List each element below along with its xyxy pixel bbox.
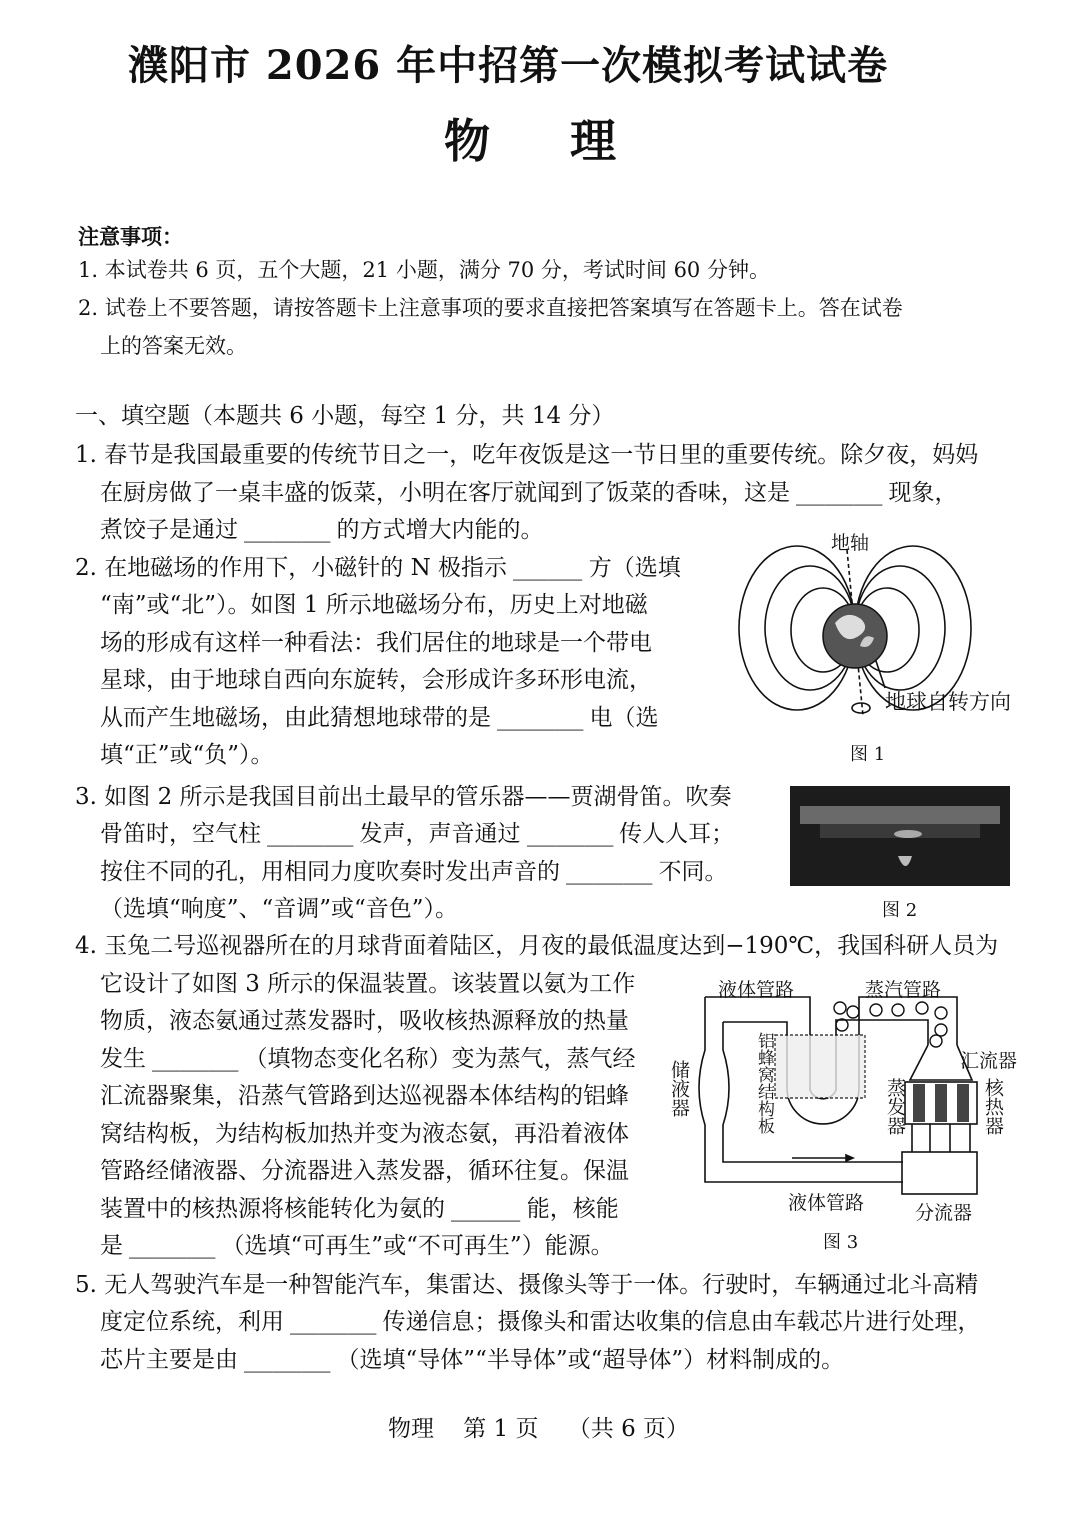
line-text: 不同。 <box>658 859 728 885</box>
q4-line <box>100 1044 636 1074</box>
q2-line <box>100 665 652 695</box>
fig3-caption: 图 3 <box>823 1232 859 1253</box>
line-text: 1. 本试卷共 6 页，五个大题，21 小题，满分 70 分，考试时间 60 分钟。 <box>78 258 770 282</box>
lines-line <box>100 331 247 361</box>
line-text: 在厨房做了一桌丰盛的饭菜，小明在客厅就闻到了饭菜的香味，这是 <box>100 480 790 506</box>
fig1-rotation-label: 地球自转方向 <box>885 690 1011 714</box>
page-footer <box>388 1410 689 1443</box>
answer-blank[interactable]: ___ <box>497 705 584 731</box>
line-text: 窝结构板，为结构板加热并变为液态氨，再沿着液体 <box>100 1121 629 1147</box>
line-text: （选填“响度”、“音调”或“音色”）。 <box>100 896 459 922</box>
line-text: 汇流器聚集，沿蒸气管路到达巡视器本体结构的铝蜂 <box>100 1083 629 1109</box>
footer-subject: 物理 <box>388 1416 434 1442</box>
q5-line <box>100 1345 844 1375</box>
q2-line <box>100 740 274 770</box>
line-text: 1. 春节是我国最重要的传统节日之一，吃年夜饭是这一节日里的重要传统。除夕夜，妈妈 <box>75 442 979 468</box>
line-text: 2. 试卷上不要答题，请按答题卡上注意事项的要求直接把答案填写在答题卡上。答在试卷 <box>78 296 903 320</box>
answer-blank[interactable]: ___ <box>526 821 613 847</box>
line-text: 度定位系统，利用 <box>100 1309 284 1335</box>
answer-blank[interactable]: __ <box>513 555 583 581</box>
q4-line <box>100 1231 614 1261</box>
line-text: 3. 如图 2 所示是我国目前出土最早的管乐器——贾湖骨笛。吹奏 <box>75 784 732 810</box>
fig1-axis-label: 地轴 <box>831 532 870 554</box>
q3-line <box>75 782 732 812</box>
line-text: 传递信息；摄像头和雷达收集的信息由车载芯片进行处理， <box>382 1309 981 1335</box>
geomagnetic-field-diagram <box>735 528 1020 768</box>
line-text: 2. 在地磁场的作用下，小磁针的 N 极指示 <box>75 555 508 581</box>
answer-blank[interactable]: ___ <box>566 859 653 885</box>
q4-line <box>75 931 998 961</box>
section-heading: 一、填空题（本题共 6 小题，每空 1 分，共 14 分） <box>75 403 615 429</box>
q4-line <box>100 1194 619 1224</box>
line-text: 发声，声音通过 <box>359 821 521 847</box>
line-text: 4. 玉兔二号巡视器所在的月球背面着陆区，月夜的最低温度达到−190℃，我国科研人员为 <box>75 933 999 959</box>
fig3-honeycomb-label: 铝蜂窝结构板 <box>754 1032 774 1134</box>
fig3-liquid-pipe-top-label: 液体管路 <box>718 979 795 1001</box>
q1-line <box>100 478 958 508</box>
answer-blank[interactable]: ___ <box>152 1046 239 1072</box>
line-text: 场的形成有这样一种看法：我们居住的地球是一个带电 <box>100 630 652 656</box>
answer-blank[interactable]: __ <box>451 1196 521 1222</box>
bone-flute-photo <box>790 786 1010 886</box>
q1-line <box>75 440 978 470</box>
line-text: 5. 无人驾驶汽车是一种智能汽车，集雷达、摄像头等于一体。行驶时，车辆通过北斗高精 <box>75 1272 979 1298</box>
line-text: 能，核能 <box>526 1196 619 1222</box>
lines-line <box>78 293 903 323</box>
line-text: 煮饺子是通过 <box>100 517 238 543</box>
q3-line <box>100 819 734 849</box>
fig3-evaporator-label: 蒸发器 <box>884 1078 906 1135</box>
line-text: 的方式增大内能的。 <box>336 517 544 543</box>
figure-3-insulation-device <box>660 970 1040 1253</box>
line-text: 从而产生地磁场，由此猜想地球带的是 <box>100 705 491 731</box>
line-text: 电（选 <box>589 705 659 731</box>
fig3-liquid-pipe-bottom-label: 液体管路 <box>788 1192 865 1214</box>
line-text: 传人人耳； <box>619 821 735 847</box>
line-text: （填物态变化名称）变为蒸气，蒸气经 <box>244 1046 636 1072</box>
q2-line <box>100 590 648 620</box>
q4-line <box>100 1119 629 1149</box>
q3-line <box>100 857 728 887</box>
line-text: （选填“可再生”或“不可再生”）能源。 <box>221 1233 614 1259</box>
q4-line <box>100 1006 629 1036</box>
fig1-caption: 图 1 <box>850 744 886 765</box>
fig2-caption: 图 2 <box>882 900 918 921</box>
fig3-reservoir-label: 储液器 <box>668 1060 690 1117</box>
line-text: 管路经储液器、分流器进入蒸发器，循环往复。保温 <box>100 1158 629 1184</box>
line-text: 上的答案无效。 <box>100 334 247 358</box>
q3-line <box>100 894 458 924</box>
answer-blank[interactable]: ___ <box>796 480 883 506</box>
q2-line <box>100 703 659 733</box>
line-text: 芯片主要是由 <box>100 1347 238 1373</box>
answer-blank[interactable]: ___ <box>290 1309 377 1335</box>
fig3-splitter-label: 分流器 <box>915 1202 973 1224</box>
q4-line <box>100 1081 629 1111</box>
footer-total: （共 6 页） <box>567 1416 690 1442</box>
subject-title: 物理 <box>444 114 696 168</box>
answer-blank[interactable]: ___ <box>129 1233 216 1259</box>
notice-heading: 注意事项： <box>78 224 183 249</box>
fig3-nuclear-heater-label: 核热器 <box>982 1078 1004 1135</box>
figure-1-geomagnetic-field <box>735 528 1020 768</box>
line-text: 物质，液态氨通过蒸发器时，吸收核热源释放的热量 <box>100 1008 629 1034</box>
fig3-collector-label: 汇流器 <box>960 1050 1018 1072</box>
q2-line <box>100 628 652 658</box>
line-text: 按住不同的孔，用相同力度吹奏时发出声音的 <box>100 859 560 885</box>
line-text: 是 <box>100 1233 123 1259</box>
footer-page: 第 1 页 <box>463 1416 539 1442</box>
answer-blank[interactable]: ___ <box>244 1347 331 1373</box>
line-text: “南”或“北”）。如图 1 所示地磁场分布，历史上对地磁 <box>100 592 648 618</box>
answer-blank[interactable]: ___ <box>244 517 331 543</box>
line-text: 骨笛时，空气柱 <box>100 821 261 847</box>
fig3-steam-pipe-label: 蒸汽管路 <box>865 979 942 1001</box>
q1-line <box>100 515 544 545</box>
q2-line <box>75 553 681 583</box>
q5-line <box>100 1307 981 1337</box>
line-text: 装置中的核热源将核能转化为氨的 <box>100 1196 445 1222</box>
line-text: （选填“导体”“半导体”或“超导体”）材料制成的。 <box>336 1347 845 1373</box>
exam-title: 濮阳市 2026 年中招第一次模拟考试试卷 <box>128 42 889 89</box>
q5-line <box>75 1270 978 1300</box>
figure-2-bone-flute <box>790 786 1010 921</box>
q4-line <box>100 1156 629 1186</box>
answer-blank[interactable]: ___ <box>267 821 354 847</box>
line-text: 它设计了如图 3 所示的保温装置。该装置以氨为工作 <box>100 971 636 997</box>
line-text: 星球，由于地球自西向东旋转，会形成许多环形电流， <box>100 667 652 693</box>
line-text: 方（选填 <box>588 555 681 581</box>
line-text: 现象， <box>888 480 958 506</box>
q4-line <box>100 969 635 999</box>
line-text: 发生 <box>100 1046 146 1072</box>
lines-line <box>78 255 770 285</box>
line-text: 填“正”或“负”）。 <box>100 742 274 768</box>
